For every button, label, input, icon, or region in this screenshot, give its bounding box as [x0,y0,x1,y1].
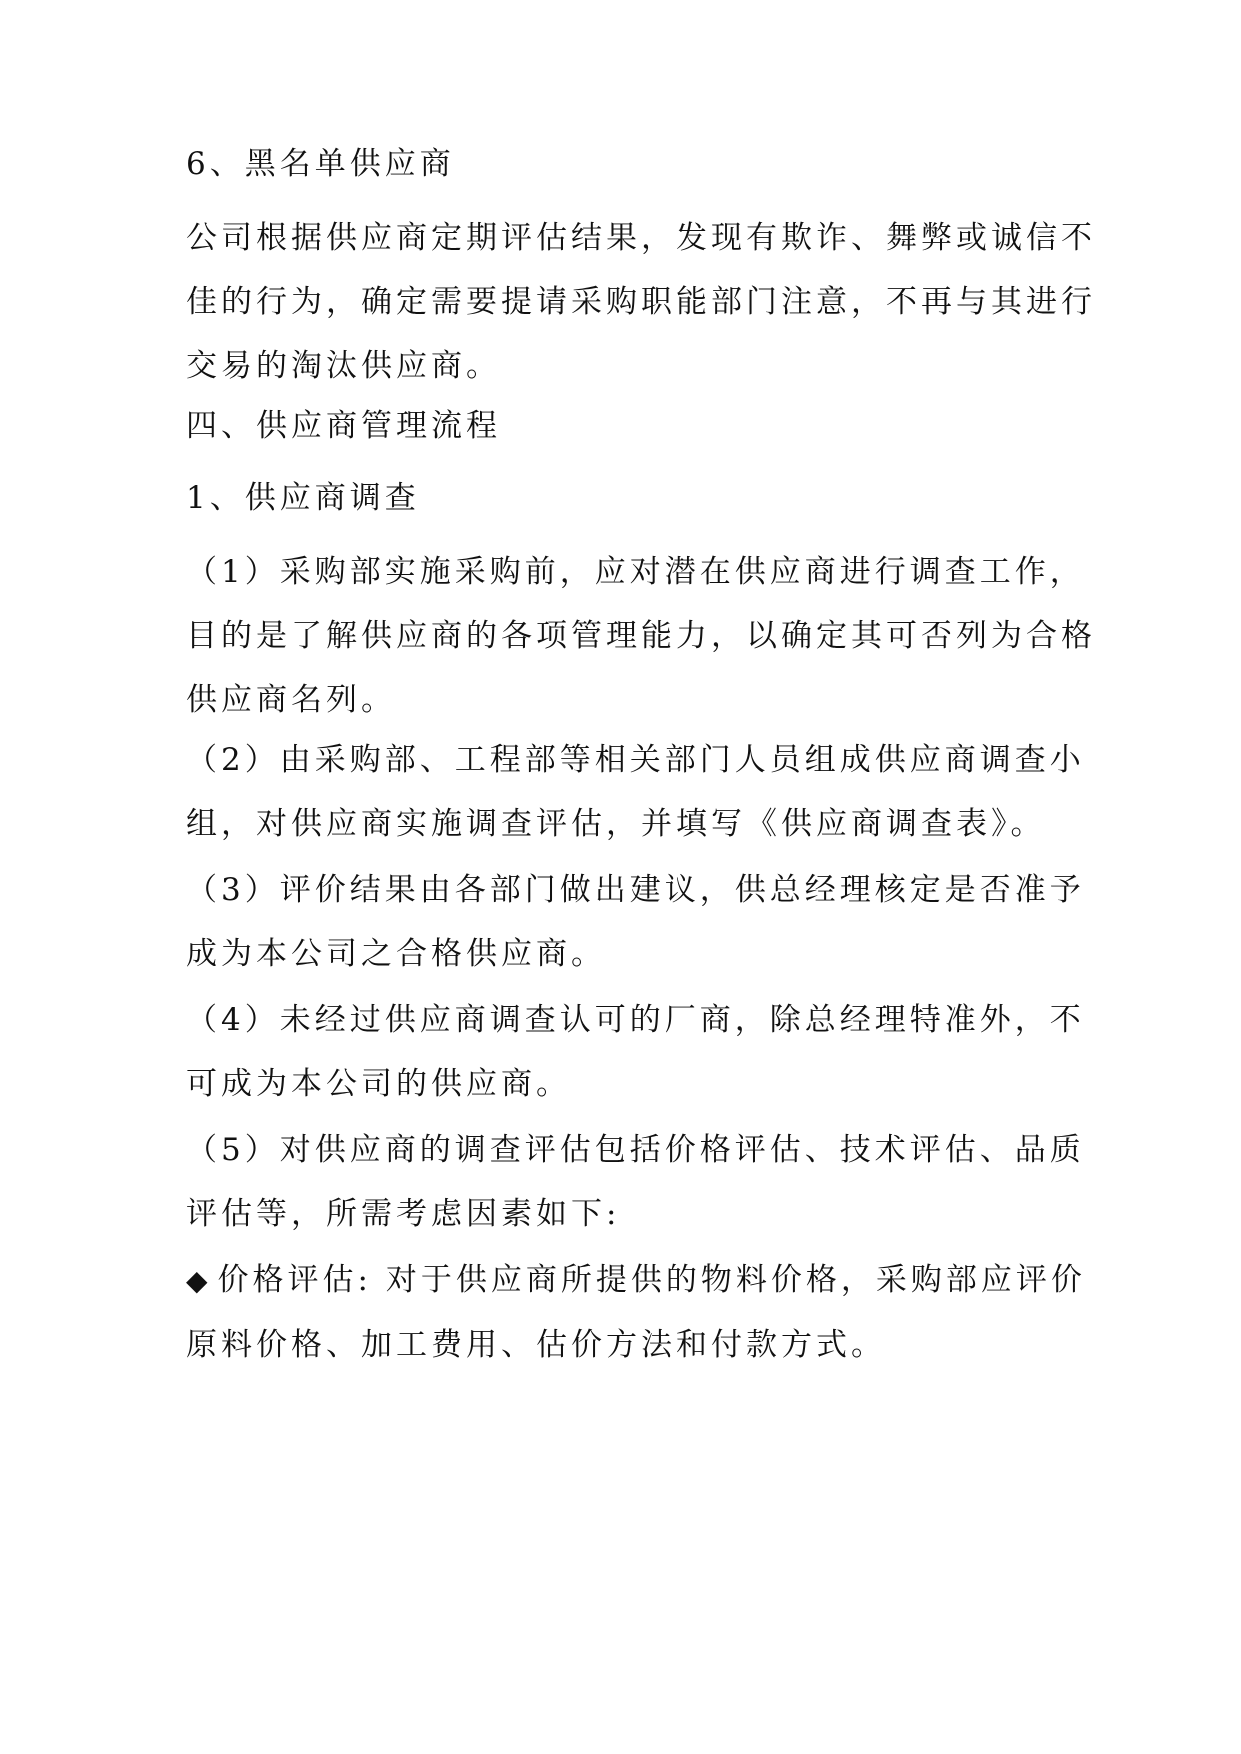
text-line: （5）对供应商的调查评估包括价格评估、技术评估、品质 [186,1132,1085,1168]
heading-text: 1、供应商调查 [186,480,420,516]
list-item-3 [186,858,1085,986]
text-line [186,1248,1086,1313]
text-line: 交易的淘汰供应商。 [186,348,501,384]
list-item-5 [186,1118,1085,1246]
text-line: 佳的行为，确定需要提请采购职能部门注意，不再与其进行 [186,284,1096,320]
text-line: 原料价格、加工费用、估价方法和付款方式。 [186,1327,886,1363]
list-item-2 [186,728,1085,856]
paragraph-blacklist-definition [186,206,1096,398]
heading-management-process [186,394,1058,458]
text-line: 可成为本公司的供应商。 [186,1066,571,1102]
heading-text: 6、黑名单供应商 [186,146,455,182]
text-line: 组，对供应商实施调查评估，并填写《供应商调查表》。 [186,806,1046,842]
text-line: 评估等，所需考虑因素如下: [186,1196,621,1232]
list-item-4 [186,988,1085,1116]
bullet-price-evaluation [186,1248,1086,1377]
bullet-text: 价格评估: 对于供应商所提供的物料价格，采购部应评价 [217,1262,1086,1298]
text-line: 供应商名列。 [186,682,396,718]
text-line: 成为本公司之合格供应商。 [186,936,606,972]
text-line: （3）评价结果由各部门做出建议，供总经理核定是否准予 [186,872,1085,908]
text-line: （1）采购部实施采购前，应对潜在供应商进行调查工作， [186,554,1085,590]
text-line: （4）未经过供应商调查认可的厂商，除总经理特准外，不 [186,1002,1085,1038]
text-line: （2）由采购部、工程部等相关部门人员组成供应商调查小 [186,742,1085,778]
text-line: 公司根据供应商定期评估结果，发现有欺诈、舞弊或诚信不 [186,220,1096,256]
heading-text: 四、供应商管理流程 [186,408,501,444]
heading-blacklist-supplier [186,132,1058,196]
list-item-1 [186,540,1096,732]
text-line: 目的是了解供应商的各项管理能力，以确定其可否列为合格 [186,618,1096,654]
diamond-bullet-icon: ◆ [186,1264,212,1297]
heading-supplier-survey [186,466,1058,530]
